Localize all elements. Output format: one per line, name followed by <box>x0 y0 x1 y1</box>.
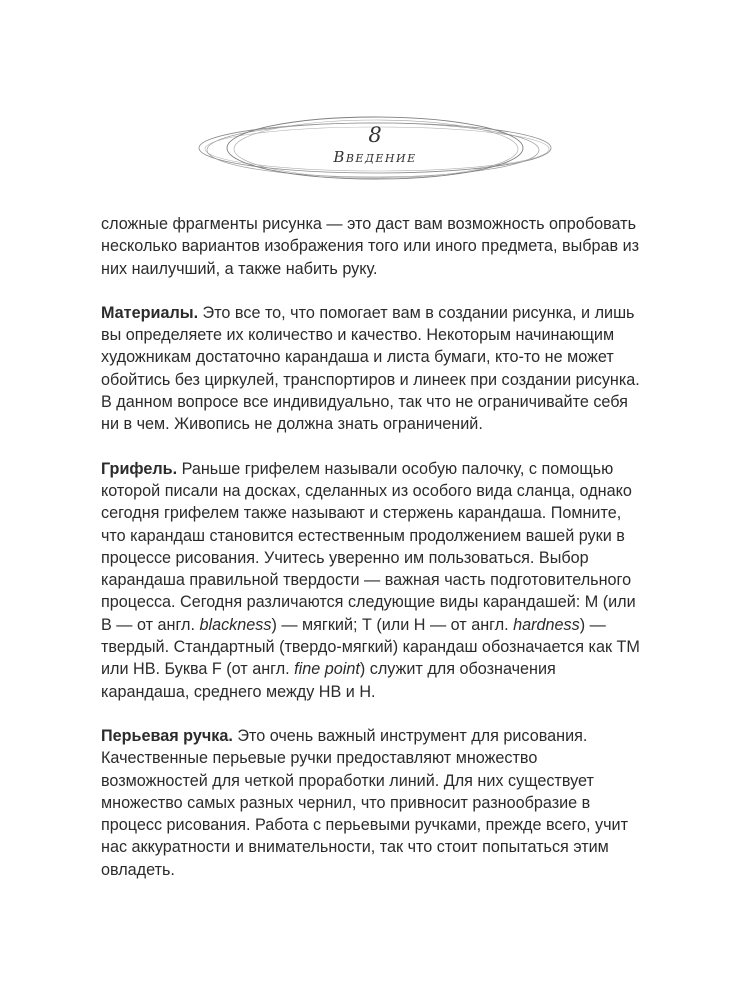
paragraph-title: Материалы. <box>101 303 199 322</box>
italic-term: hardness <box>513 615 580 634</box>
paragraph-text: ) — твердый. Стандартный (твердо-мягкий) карандаш обозначается как ТМ или НВ. Буква F (от англ. <box>101 615 640 679</box>
italic-term: blackness <box>199 615 272 634</box>
paragraph <box>101 458 646 703</box>
paragraph-title: Перьевая ручка. <box>101 726 233 745</box>
chapter-title: Введение <box>333 148 417 166</box>
paragraph <box>101 302 646 436</box>
paragraph-text: сложные фрагменты рисунка — это даст вам возможность опробовать несколько вариантов изображения того или иного предмета, выбрав из них наилучший, а также набить руку. <box>101 215 640 278</box>
body-text <box>101 213 646 903</box>
paragraph-text: ) — мягкий; Т (или Н — от англ. <box>271 615 514 634</box>
paragraph-text: Это очень важный инструмент для рисования. Качественные перьевые ручки предоставляют множество возможностей для четкой проработки линий. Для них существует множество самых разных чернил, что привносит разнообразие в процесс рисования. Работа с перьевыми ручками, прежде всего, учит нас аккуратности и внимательности, так что стоит попытаться этим овладеть. <box>101 726 629 879</box>
page-number: 8 <box>368 123 382 147</box>
chapter-header <box>195 112 555 190</box>
paragraph-text: ) служит для обозначения карандаша, среднего между НВ и Н. <box>101 660 556 701</box>
paragraph-text: Это все то, что помогает вам в создании рисунка, и лишь вы определяете их количество и качество. Некоторым начинающим художникам достаточно карандаша и листа бумаги, кто-то не может обойтись без циркулей, транспортиров и линеек при создании рисунка. В данном вопросе все индивидуально, так что не ограничивайте себя ни в чем. Живопись не должна знать ограничений. <box>101 303 640 434</box>
paragraph-text: Раньше грифелем называли особую палочку, с помощью которой писали на досках, сделанных из особого вида сланца, однако сегодня грифелем также называют и стержень карандаша. Помните, что карандаш становится естественным продолжением вашей руки в процессе рисования. Учитесь уверенно им пользоваться. Выбор карандаша правильной твердости — важная часть подготовительного процесса. Сегодня различаются следующие виды карандашей: М (или В — от англ. <box>101 459 636 634</box>
paragraph <box>101 725 646 881</box>
paragraph-title: Грифель. <box>101 459 178 478</box>
italic-term: fine point <box>294 660 360 679</box>
paragraph <box>101 213 646 280</box>
